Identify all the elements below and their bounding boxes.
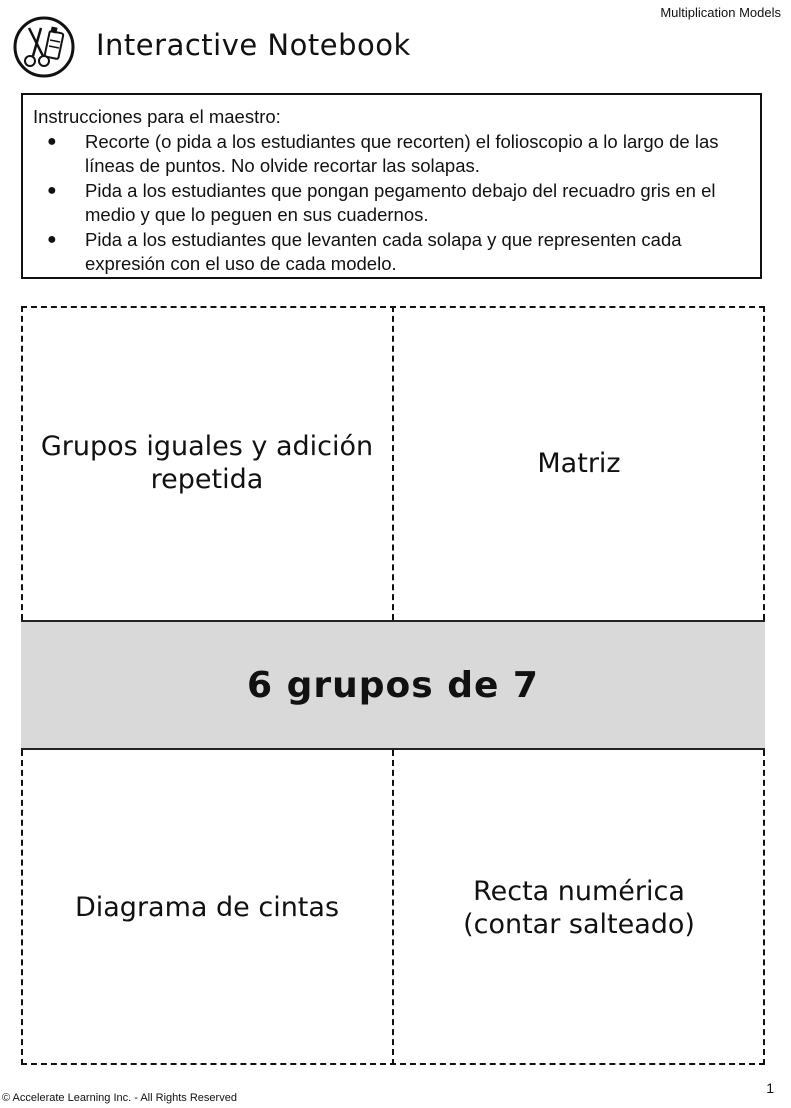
flap-label: Matriz [537,447,621,479]
list-item [33,179,748,228]
flap-bottom-right [393,750,765,1065]
instruction-text: Pida a los estudiantes que pongan pegamento debajo del recuadro gris en el medio y que lo peguen en sus cuadernos. [85,179,716,225]
bullet-icon: ● [47,181,57,199]
instruction-text: Pida a los estudiantes que levanten cada solapa y que representen cada expresión con el uso de cada modelo. [85,228,682,274]
unit-title: Multiplication Models [660,5,781,20]
flap-top-left [21,306,393,620]
cut-line-right-bottom [763,750,765,1065]
cut-line-left-bottom [21,750,23,1065]
flap-bottom-left [21,750,393,1065]
glue-strip [21,620,765,750]
flap-label: Grupos iguales y adición repetida [40,431,374,495]
bullet-icon: ● [47,230,57,248]
cut-line-middle-bottom [392,750,394,1065]
instructions-list [33,130,748,277]
bullet-icon: ● [47,132,57,150]
flap-label: Recta numérica (contar salteado) [463,875,695,940]
teacher-instructions [21,93,762,279]
cut-line-left-top [21,306,23,620]
list-item [33,228,748,277]
scissors-glue-icon [13,16,75,78]
instruction-text: Recorte (o pida a los estudiantes que recorten) el folioscopio a lo largo de las líneas de puntos. No olvide recortar las solapas. [85,130,719,176]
center-expression: 6 grupos de 7 [247,664,539,706]
cut-line-middle-top [392,306,394,620]
foldable-template [21,306,765,1065]
flap-top-right [393,306,765,620]
flap-label: Diagrama de cintas [74,892,340,923]
copyright: © Accelerate Learning Inc. - All Rights Reserved [2,1092,237,1104]
cut-line-right-top [763,306,765,620]
page-number: 1 [766,1080,774,1096]
notebook-title: Interactive Notebook [96,28,411,62]
instructions-heading: Instrucciones para el maestro: [33,106,281,127]
list-item [33,130,748,179]
